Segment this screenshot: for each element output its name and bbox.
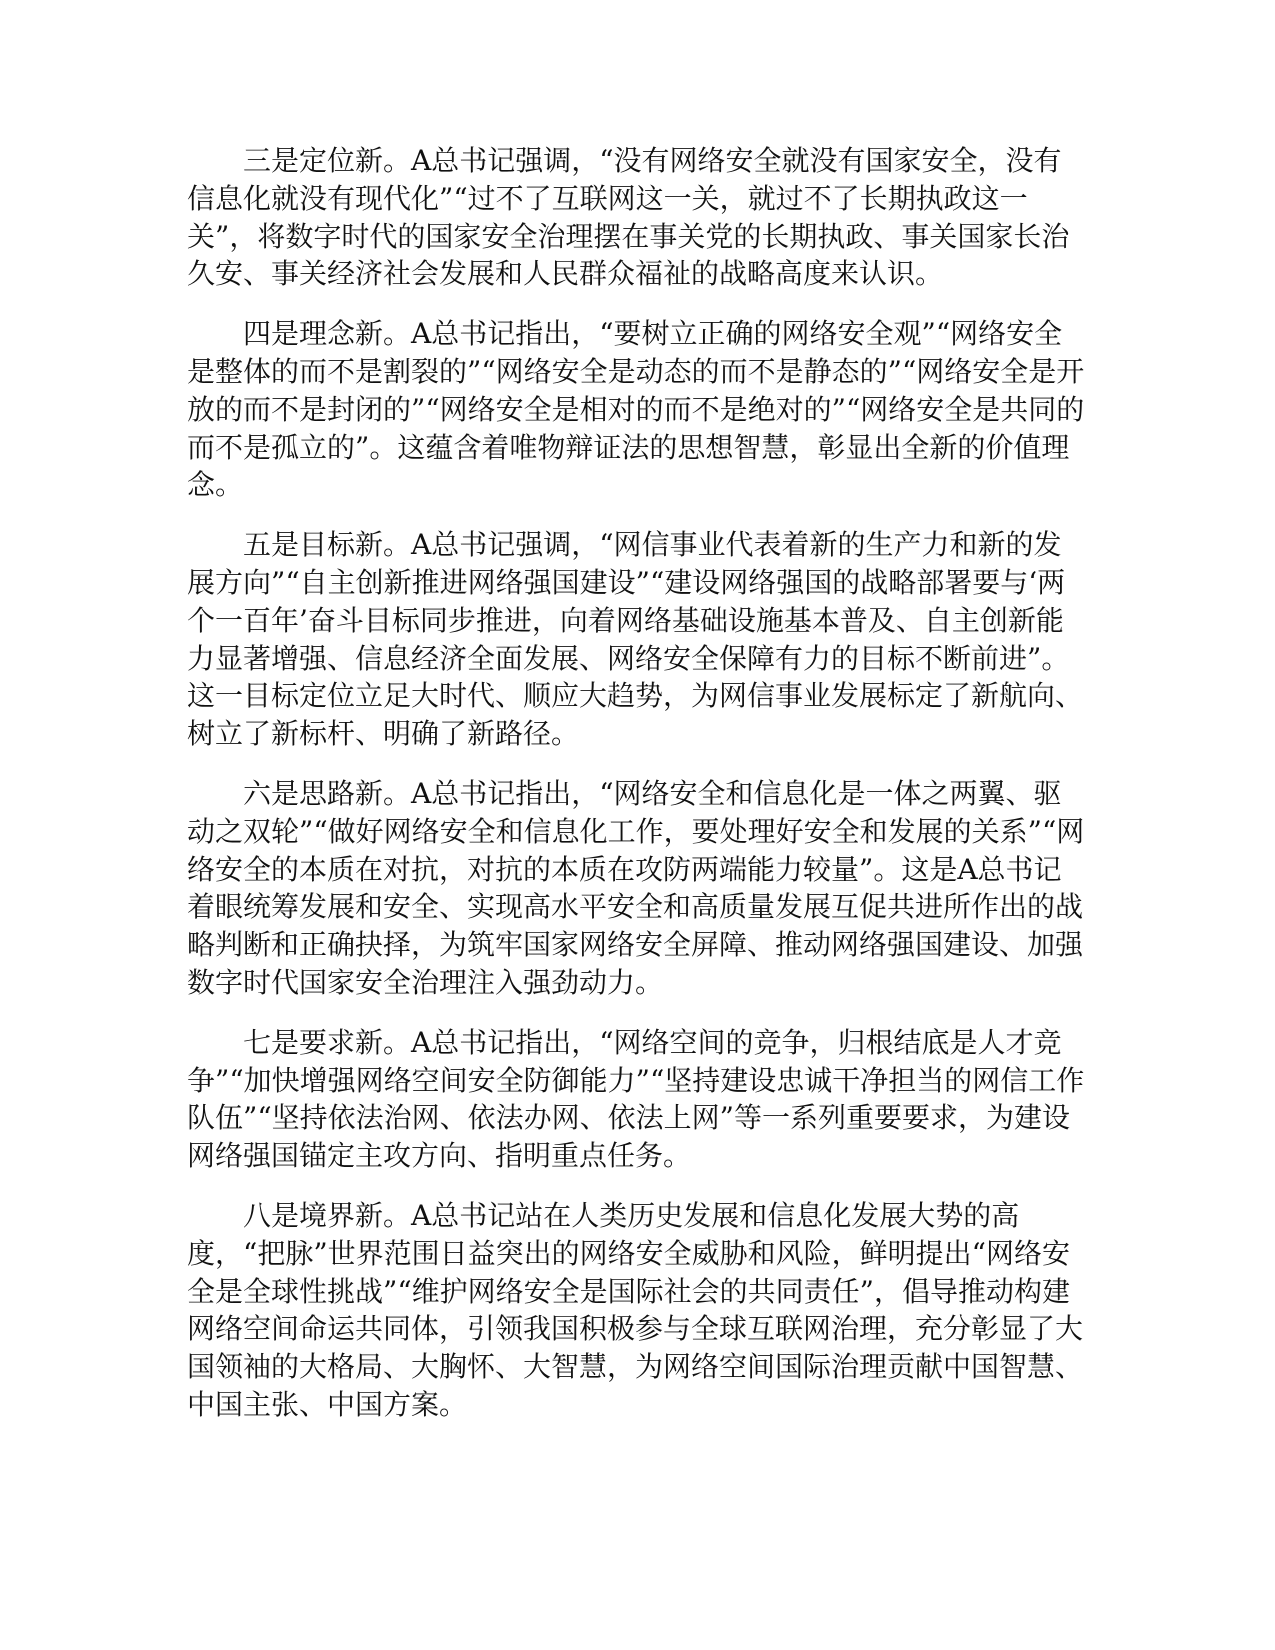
paragraph-requirements: 七是要求新。A总书记指出，“网络空间的竞争，归根结底是人才竞争”“加快增强网络空间安全防御能力”“坚持建设忠诚干净担当的网信工作队伍”“坚持依法治网、依法办网、依法上网”等一系列重要要求，为建设网络强国锚定主攻方向、指明重点任务。 — [187, 1025, 1085, 1173]
document-body — [187, 142, 1085, 1446]
paragraph-goal: 五是目标新。A总书记强调，“网信事业代表着新的生产力和新的发展方向”“自主创新推进网络强国建设”“建设网络强国的战略部署要与‘两个一百年’奋斗目标同步推进，向着网络基础设施基本普及、自主创新能力显著增强、信息经济全面发展、网络安全保障有力的目标不断前进”。这一目标定位立足大时代、顺应大趋势，为网信事业发展标定了新航向、树立了新标杆、明确了新路径。 — [187, 528, 1084, 751]
paragraph-approach: 六是思路新。A总书记指出，“网络安全和信息化是一体之两翼、驱动之双轮”“做好网络安全和信息化工作，要处理好安全和发展的关系”“网络安全的本质在对抗，对抗的本质在攻防两端能力较量”。这是A总书记着眼统筹发展和安全、实现高水平安全和高质量发展互促共进所作出的战略判断和正确抉择，为筑牢国家网络安全屏障、推动网络强国建设、加强数字时代国家安全治理注入强劲动力。 — [187, 776, 1085, 999]
paragraph-concept: 四是理念新。A总书记指出，“要树立正确的网络安全观”“网络安全是整体的而不是割裂的”“网络安全是动态的而不是静态的”“网络安全是开放的而不是封闭的”“网络安全是相对的而不是绝对的”“网络安全是共同的而不是孤立的”。这蕴含着唯物辩证法的思想智慧，彰显出全新的价值理念。 — [187, 317, 1085, 502]
paragraph-positioning: 三是定位新。A总书记强调，“没有网络安全就没有国家安全，没有信息化就没有现代化”“过不了互联网这一关，就过不了长期执政这一关”，将数字时代的国家安全治理摆在事关党的长期执政、事关国家长治久安、事关经济社会发展和人民群众福祉的战略高度来认识。 — [187, 144, 1070, 291]
paragraph-vision: 八是境界新。A总书记站在人类历史发展和信息化发展大势的高度，“把脉”世界范围日益突出的网络安全威胁和风险，鲜明提出“网络安全是全球性挑战”“维护网络安全是国际社会的共同责任”，倡导推动构建网络空间命运共同体，引领我国积极参与全球互联网治理，充分彰显了大国领袖的大格局、大胸怀、大智慧，为网络空间国际治理贡献中国智慧、中国主张、中国方案。 — [187, 1198, 1084, 1421]
